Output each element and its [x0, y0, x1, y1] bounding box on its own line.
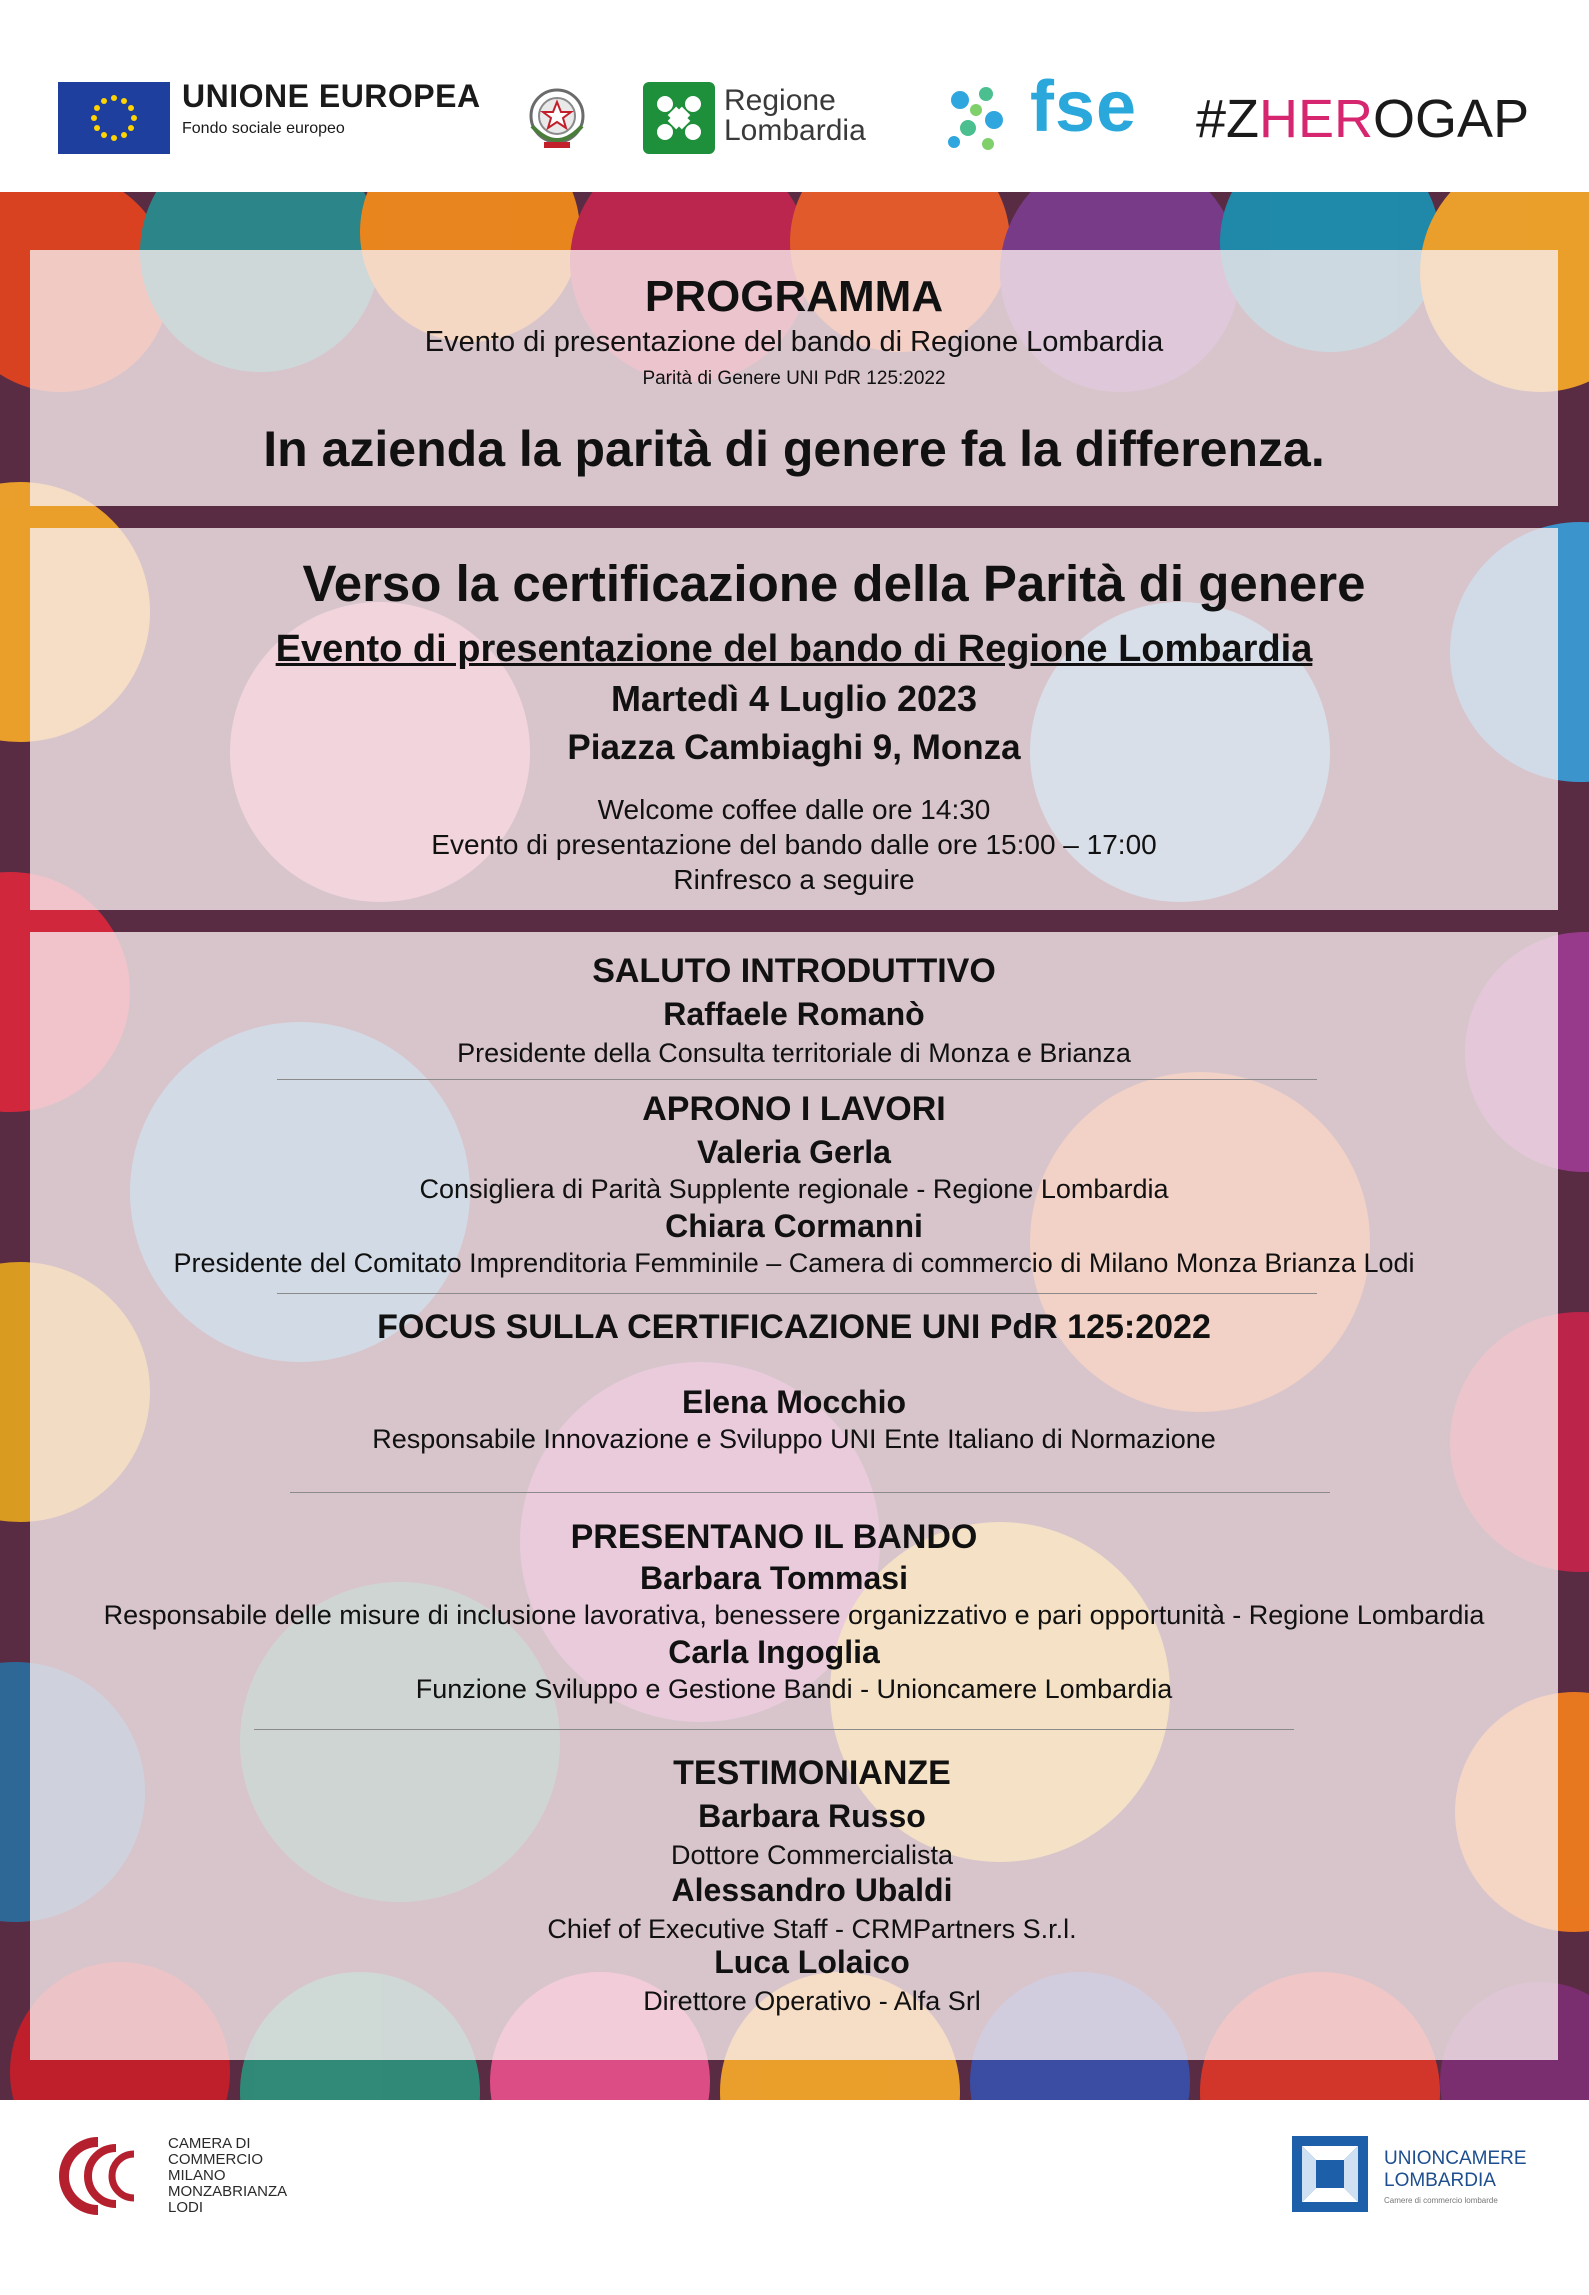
programma-reference: Parità di Genere UNI PdR 125:2022 [642, 368, 946, 389]
fse-wordmark: fse [1030, 67, 1138, 147]
speaker-role: Presidente del Comitato Imprenditoria Femminile – Camera di commercio di Milano Monza Brianza Lodi [173, 1248, 1415, 1278]
section-title-focus: FOCUS SULLA CERTIFICAZIONE UNI PdR 125:2022 [377, 1308, 1211, 1346]
section-title-testimonianze: TESTIMONIANZE [673, 1754, 951, 1792]
regione-lombardia-name [724, 86, 866, 146]
speaker-name: Carla Ingoglia [668, 1634, 880, 1670]
eu-subtitle: Fondo sociale europeo [182, 120, 345, 137]
event-details-panel [30, 528, 1558, 910]
unioncamere-line-1: UNIONCAMERE [1384, 2148, 1527, 2169]
schedule-item: Welcome coffee dalle ore 14:30 [597, 794, 991, 825]
ccc-line: COMMERCIO [168, 2151, 263, 2168]
speaker-name: Luca Lolaico [714, 1944, 910, 1980]
speaker-name: Valeria Gerla [697, 1134, 891, 1170]
ccc-line: MONZABRIANZA [168, 2183, 288, 2200]
camera-commercio-name [168, 2136, 287, 2216]
divider [277, 1293, 1317, 1294]
eu-title: UNIONE EUROPEA [182, 78, 481, 114]
fse-logo-icon [938, 80, 1014, 156]
header-logo-bar [0, 0, 1589, 192]
event-heading: Verso la certificazione della Parità di genere [302, 555, 1366, 612]
speaker-role: Responsabile Innovazione e Sviluppo UNI Ente Italiano di Normazione [372, 1424, 1216, 1454]
speaker-role: Presidente della Consulta territoriale di Monza e Brianza [457, 1038, 1131, 1068]
divider [290, 1492, 1330, 1493]
programma-subtitle: Evento di presentazione del bando di Regione Lombardia [424, 326, 1164, 358]
programma-slogan: In azienda la parità di genere fa la differenza. [263, 421, 1325, 477]
italian-republic-emblem-icon [524, 82, 590, 156]
regione-line-2: Lombardia [724, 114, 866, 147]
speaker-role: Responsabile delle misure di inclusione lavorativa, benessere organizzativo e pari opportunità - Regione Lombardia [103, 1600, 1485, 1630]
event-subheading: Evento di presentazione del bando di Regione Lombardia [275, 628, 1313, 670]
regione-lombardia-logo-icon [643, 82, 715, 154]
unioncamere-logo-icon [1292, 2136, 1368, 2212]
hashtag-suffix: OGAP [1373, 89, 1530, 149]
section-title-aprono: APRONO I LAVORI [642, 1090, 946, 1128]
section-title-presentano: PRESENTANO IL BANDO [570, 1518, 978, 1556]
unioncamere-subtitle: Camere di commercio lombarde [1384, 2196, 1498, 2205]
speaker-name: Barbara Russo [698, 1798, 926, 1834]
hashtag-prefix: #Z [1196, 89, 1260, 149]
unioncamere-name [1384, 2148, 1527, 2192]
speaker-role: Funzione Sviluppo e Gestione Bandi - Unioncamere Lombardia [415, 1674, 1173, 1704]
section-title-saluto: SALUTO INTRODUTTIVO [592, 952, 996, 990]
programma-panel [30, 250, 1558, 506]
ccc-line: LODI [168, 2199, 204, 2216]
event-place: Piazza Cambiaghi 9, Monza [567, 728, 1021, 767]
speaker-role: Direttore Operativo - Alfa Srl [643, 1986, 981, 2016]
eu-flag-icon [58, 82, 170, 154]
unioncamere-line-2: LOMBARDIA [1384, 2170, 1496, 2191]
divider [277, 1079, 1317, 1080]
speaker-name: Alessandro Ubaldi [671, 1872, 953, 1908]
speaker-name: Elena Mocchio [681, 1384, 907, 1420]
speaker-name: Barbara Tommasi [640, 1560, 908, 1596]
hashtag-highlight: HER [1259, 89, 1374, 149]
camera-commercio-logo-icon [58, 2136, 144, 2216]
speaker-role: Consigliera di Parità Supplente regionale - Regione Lombardia [419, 1174, 1169, 1204]
divider [254, 1729, 1294, 1730]
agenda-panel [30, 932, 1558, 2060]
speaker-name: Chiara Cormanni [665, 1208, 923, 1244]
schedule-item: Rinfresco a seguire [673, 864, 915, 895]
zherogap-hashtag [1196, 88, 1529, 150]
schedule-item: Evento di presentazione del bando dalle ore 15:00 – 17:00 [431, 829, 1157, 860]
poster-background [0, 192, 1589, 2100]
ccc-line: CAMERA DI [168, 2135, 251, 2152]
regione-line-1: Regione [724, 84, 836, 117]
speaker-role: Dottore Commercialista [670, 1840, 954, 1870]
programma-title: PROGRAMMA [644, 272, 944, 321]
speaker-role: Chief of Executive Staff - CRMPartners S.r.l. [547, 1914, 1077, 1944]
speaker-name: Raffaele Romanò [663, 996, 925, 1032]
ccc-line: MILANO [168, 2167, 226, 2184]
event-date: Martedì 4 Luglio 2023 [610, 678, 978, 719]
